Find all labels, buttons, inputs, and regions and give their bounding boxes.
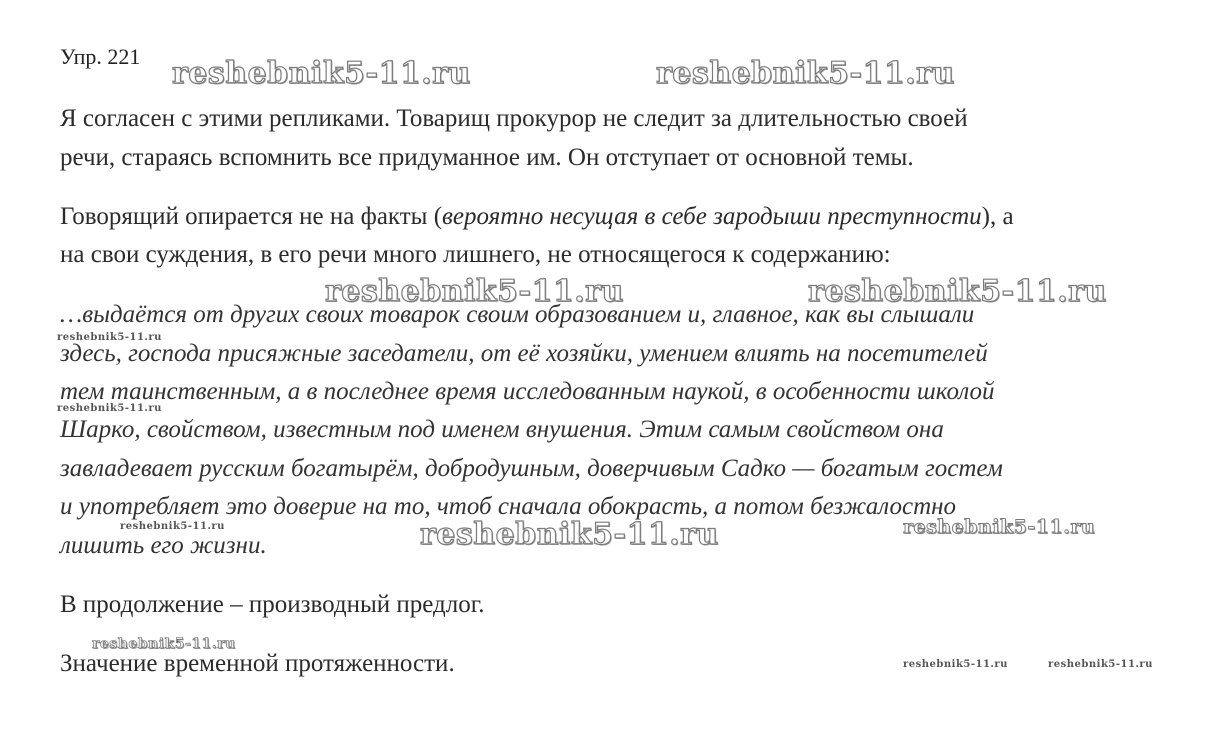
quote-line: здесь, господа присяжные заседатели, от её хозяйки, умением влиять на посетителей <box>60 340 988 367</box>
paragraph2-text-before: Говорящий опирается не на факты ( <box>60 203 443 230</box>
exercise-title: Упр. 221 <box>60 44 141 69</box>
watermark: reshebnik5-11.ru <box>903 516 1096 538</box>
quote-line: и употребляет это доверие на то, чтоб сначала обокрасть, а потом безжалостно <box>60 493 957 520</box>
paragraph1-line-1: Я согласен с этими репликами. Товарищ прокурор не следит за длительностью своей <box>60 105 968 132</box>
watermark: reshebnik5-11.ru <box>57 332 162 343</box>
watermark: reshebnik5-11.ru <box>903 659 1008 670</box>
watermark: reshebnik5-11.ru <box>172 56 471 91</box>
paragraph2-line-1 <box>60 198 1014 236</box>
watermark: reshebnik5-11.ru <box>420 517 719 552</box>
watermark: reshebnik5-11.ru <box>325 274 624 309</box>
quote-line: Шарко, свойством, известным под именем внушения. Этим самым свойством она <box>60 416 944 443</box>
quote-line: лишить его жизни. <box>60 532 267 559</box>
paragraph2-italic-note: вероятно несущая в себе зародыши преступности <box>442 203 982 230</box>
quote-line: тем таинственным, а в последнее время исследованным наукой, в особенности школой <box>60 378 995 405</box>
answer-line-2: Значение временной протяженности. <box>60 650 455 677</box>
watermark: reshebnik5-11.ru <box>656 56 955 91</box>
watermark: reshebnik5-11.ru <box>808 274 1107 309</box>
watermark: reshebnik5-11.ru <box>120 521 225 532</box>
watermark: reshebnik5-11.ru <box>1048 659 1153 670</box>
paragraph1-line-2: речи, стараясь вспомнить все придуманное им. Он отступает от основной темы. <box>60 144 914 171</box>
watermark: reshebnik5-11.ru <box>57 403 162 414</box>
quote-line: …выдаётся от других своих товарок своим образованием и, главное, как вы слышали <box>60 301 975 328</box>
answer-line-1: В продолжение – производный предлог. <box>60 591 485 618</box>
watermark: reshebnik5-11.ru <box>92 636 236 652</box>
paragraph2-text-after: ), а <box>981 203 1014 230</box>
paragraph2-line-2: на свои суждения, в его речи много лишнего, не относящегося к содержанию: <box>60 241 891 268</box>
quote-line: завладевает русским богатырём, добродушным, доверчивым Садко — богатым гостем <box>60 455 1003 482</box>
